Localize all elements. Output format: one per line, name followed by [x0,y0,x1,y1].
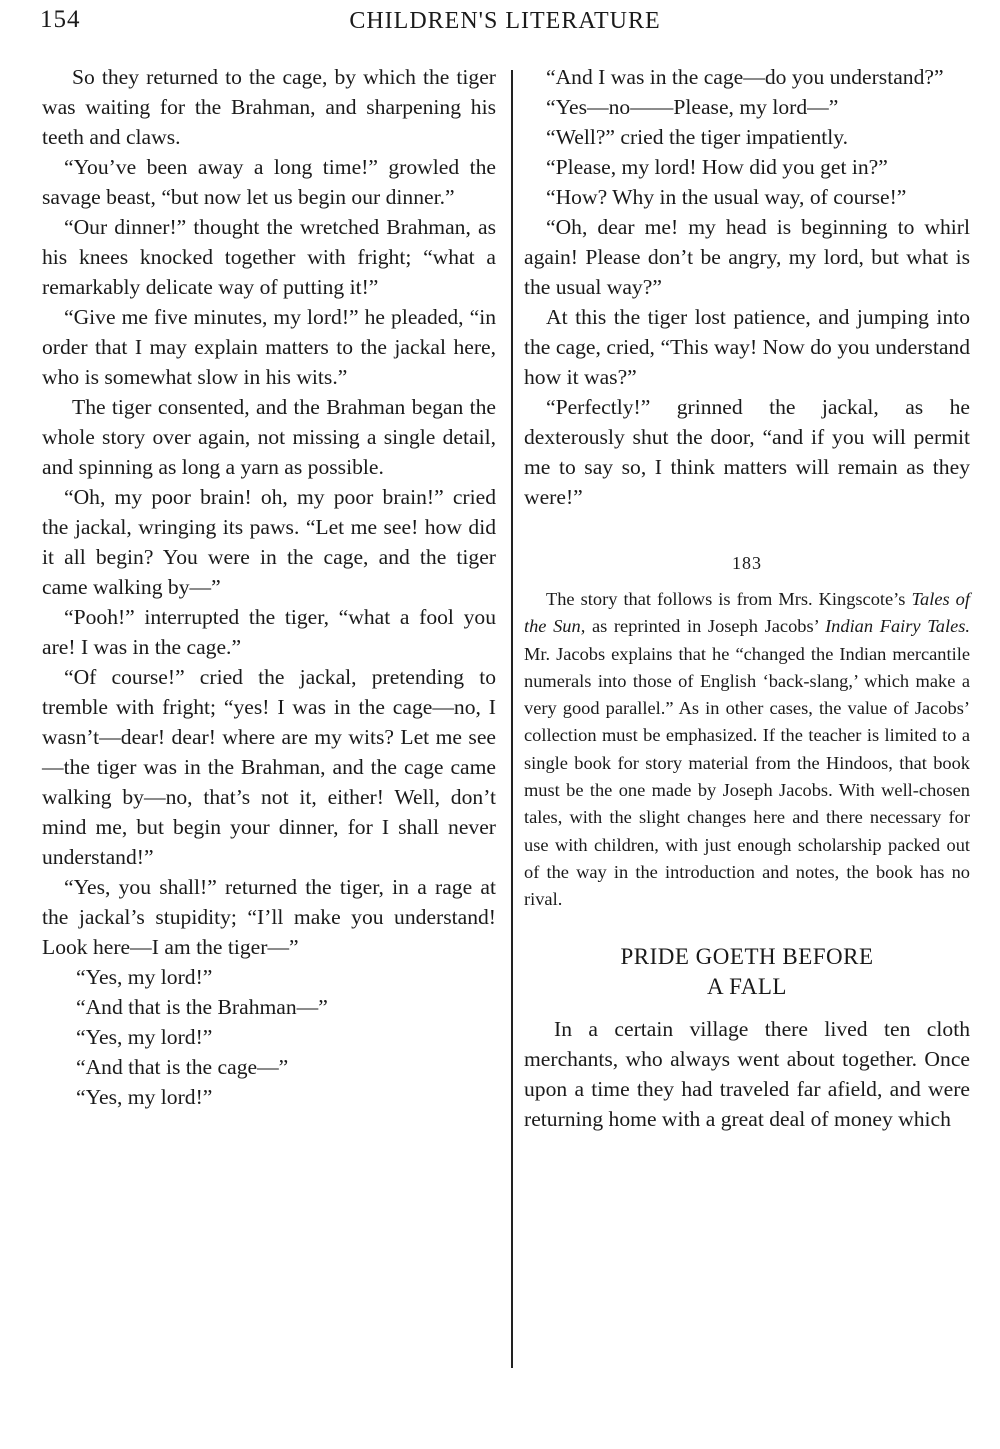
editorial-note [524,586,970,914]
paragraph: “Of course!” cried the jackal, pretending to tremble with fright; “yes! I was in the cage—no, I wasn’t—dear! dear! where are my wits? Let me see—the tiger was in the Brahman, and the cage came walking by—no, that’s not it, either! Well, don’t mind me, but begin your dinner, for I shall never understand!” [42,665,496,869]
paragraph: “Yes, my lord!” [76,965,213,989]
paragraph: “Yes, my lord!” [76,1085,213,1109]
paragraph: “Perfectly!” grinned the jackal, as he dexterously shut the door, “and if you will permit me to say so, I think matters will remain as they were!” [524,395,970,509]
column-divider [511,70,513,1368]
paragraph: “Well?” cried the tiger impatiently. [546,125,849,149]
paragraph: “You’ve been away a long time!” growled the savage beast, “but now let us begin our dinner.” [42,155,496,209]
paragraph: “And that is the Brahman—” [76,995,328,1019]
book-title: Tales of the Sun, [524,589,970,637]
note-text: as reprinted in Joseph Jacobs’ [585,616,826,637]
page-number: 154 [40,6,81,33]
paragraph: “Yes—no——Please, my lord—” [546,95,839,119]
left-column [42,62,496,1112]
paragraph: “How? Why in the usual way, of course!” [546,185,907,209]
book-title: Indian Fairy Tales. [825,616,970,637]
story-title-line: A FALL [707,973,787,999]
paragraph: “Please, my lord! How did you get in?” [546,155,888,179]
section-number: 183 [732,553,762,573]
paragraph: “And I was in the cage—do you understand?” [546,65,944,89]
story-title-line: PRIDE GOETH BEFORE [620,943,874,969]
story-title [524,942,970,1002]
running-title: CHILDREN'S LITERATURE [349,8,661,34]
paragraph: “Yes, my lord!” [76,1025,213,1049]
note-text: The story that follows is from Mrs. Kingscote’s [546,589,912,609]
paragraph: “Our dinner!” thought the wretched Brahman, as his knees knocked together with fright; “what a remarkably delicate way of putting it!” [42,215,496,299]
paragraph: At this the tiger lost patience, and jumping into the cage, cried, “This way! Now do you understand how it was?” [524,305,970,389]
page-header [40,6,970,40]
paragraph: So they returned to the cage, by which the tiger was waiting for the Brahman, and sharpening his teeth and claws. [42,65,496,149]
paragraph: “Yes, you shall!” returned the tiger, in a rage at the jackal’s stupidity; “I’ll make you understand! Look here—I am the tiger—” [42,875,496,959]
paragraph: “Pooh!” interrupted the tiger, “what a fool you are! I was in the cage.” [42,605,496,659]
paragraph: “Give me five minutes, my lord!” he pleaded, “in order that I may explain matters to the jackal here, who is somewhat slow in his wits.” [42,305,496,389]
paragraph: “Oh, my poor brain! oh, my poor brain!” cried the jackal, wringing its paws. “Let me see! how did it all begin? You were in the cage, and the tiger came walking by—” [42,485,496,599]
note-text: Mr. Jacobs explains that he “changed the Indian mercantile numerals into those of English ‘back-slang,’ which make a very good parallel.” As in other cases, the value of Jacobs’ collection must be emphasized. If the teacher is limited to a single book for story material from the Hindoos, that book must be the one made by Joseph Jacobs. With well-chosen tales, with the slight changes here and there necessary for use with children, with just enough scholarship packed out of the way in the introduction and notes, the book has no rival. [524,643,970,910]
paragraph: The tiger consented, and the Brahman began the whole story over again, not missing a single detail, and spinning as long a yarn as possible. [42,395,496,479]
paragraph: “Oh, dear me! my head is beginning to whirl again! Please don’t be angry, my lord, but what is the usual way?” [524,215,970,299]
story-opening: In a certain village there lived ten cloth merchants, who always went about together. Once upon a time they had traveled far afield, and were returning home with a great deal of money which [524,1016,970,1131]
paragraph: “And that is the cage—” [76,1055,289,1079]
right-column [524,62,970,1134]
